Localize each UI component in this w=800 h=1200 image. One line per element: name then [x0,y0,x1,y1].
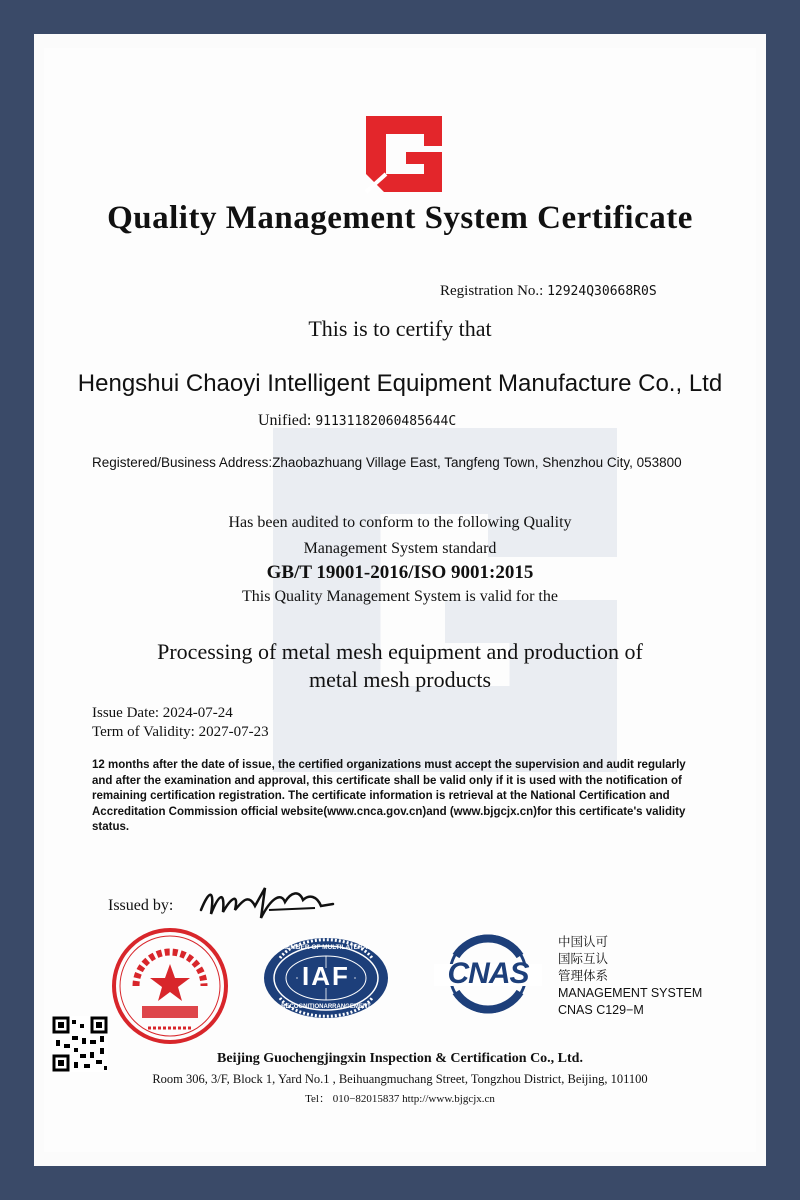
validity-notice [92,758,704,836]
audited-statement [0,510,800,562]
company-seal-icon [108,924,232,1048]
iaf-text-bottom: RECOGNITIONARRANGEMENT [281,1004,371,1010]
scope-line: Processing of metal mesh equipment and production of [157,639,643,664]
business-address: Registered/Business Address:Zhaobazhuang Village East, Tangfeng Town, Shenzhou City, 053800 [92,455,682,470]
iaf-text-top: MEMBER OF MULTILATERAL [280,944,372,951]
company-name: Hengshui Chaoyi Intelligent Equipment Manufacture Co., Ltd [77,370,723,397]
iaf-text-main: IAF [302,961,350,991]
cnas-cn-line: 国际互认 [558,952,609,966]
standard-name: GB/T 19001-2016/ISO 9001:2015 [266,562,534,583]
notice-line: status. [92,821,130,833]
unified-label: Unified: [258,412,312,429]
unified-code [258,412,456,430]
issuer-contact: Tel： 010−82015837 http://www.bjgcjx.cn [305,1093,495,1105]
cnas-cn-line: 中国认可 [558,935,609,949]
notice-line: Accreditation Commission official website(www.cnca.gov.cn)and (www.bjgcjx.cn)for this certificate's validity [92,805,686,818]
validity-term: Term of Validity: 2027-07-23 [92,724,269,740]
certificate-dates [92,704,269,742]
certification-scope [0,638,800,694]
registration-number [440,283,657,300]
notice-line: and after the examination and approval, this certificate shall be valid only if it is used with the notification of [92,774,682,787]
certificate-title: Quality Management System Certificate [107,200,693,236]
registration-value: 12924Q30668R0S [547,284,657,299]
scope-line: metal mesh products [308,667,492,692]
issuer-address: Room 306, 3/F, Block 1, Yard No.1 , Beihuangmuchang Street, Tongzhou District, Beijing, 101100 [152,1072,648,1086]
cnas-en-line: CNAS C129−M [558,1003,644,1017]
signature-icon [195,880,335,924]
notice-line: remaining certification registration. The certificate information is retrieval at the National Certification and [92,790,670,802]
issue-date: Issue Date: 2024-07-24 [92,705,233,721]
cnas-text-main: CNAS [447,957,529,990]
audited-line: Management System standard [303,540,497,557]
issued-by-label: Issued by: [108,897,174,914]
issuer-name: Beijing Guochengjingxin Inspection & Certification Co., Ltd. [217,1051,583,1066]
registration-label: Registration No.: [440,283,544,299]
notice-line: 12 months after the date of issue, the certified organizations must accept the supervision and audit regularly [92,759,686,771]
cnas-accreditation-text [558,934,702,1019]
unified-value: 91131182060485644C [315,414,457,429]
certify-text: This is to certify that [308,316,492,341]
valid-statement: This Quality Management System is valid for the [242,588,558,605]
cnas-en-line: MANAGEMENT SYSTEM [558,986,703,1000]
cnas-cn-line: 管理体系 [558,969,609,983]
audited-line: Has been audited to conform to the following Quality [228,514,572,531]
brand-logo-icon [362,112,446,196]
